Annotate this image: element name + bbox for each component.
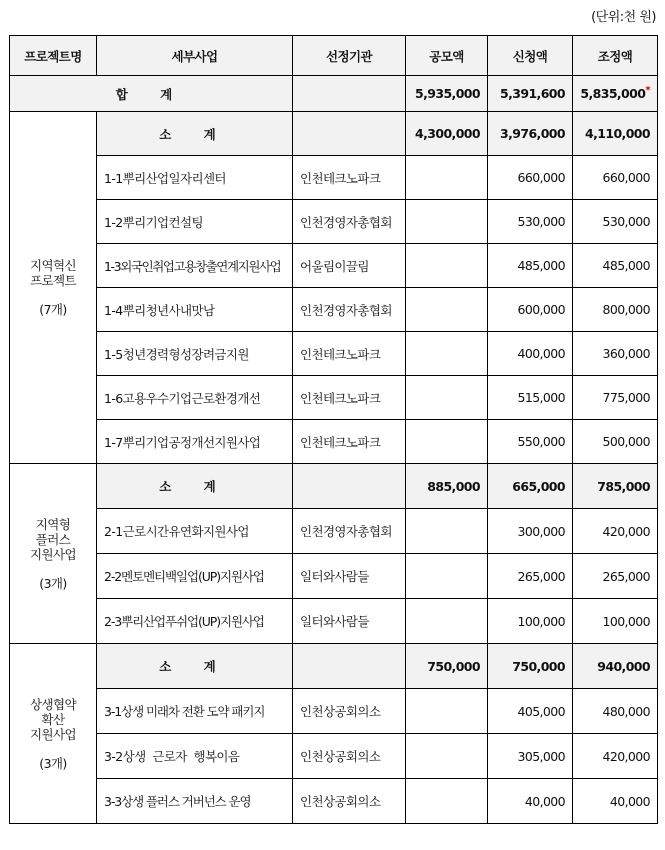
budget-table: [9, 35, 658, 824]
applied-amount: 265,000: [488, 554, 573, 599]
subtotal-row: [10, 644, 658, 689]
col-header-agency: 선정기관: [293, 36, 406, 76]
subproject-name: 1-7뿌리기업공정개선지원사업: [97, 420, 293, 464]
header-row: [10, 36, 658, 76]
adjusted-amount: 40,000: [573, 779, 658, 824]
agency-name: 인천테크노파크: [293, 156, 406, 200]
adjusted-marker: *: [645, 84, 650, 96]
total-adjusted-amount: 5,835,000*: [573, 76, 658, 112]
adjusted-amount: 265,000: [573, 554, 658, 599]
adjusted-amount: 660,000: [573, 156, 658, 200]
table-row: [10, 779, 658, 824]
subtotal-applied-amount: 665,000: [488, 464, 573, 509]
subtotal-row: [10, 464, 658, 509]
table-row: [10, 244, 658, 288]
subproject-name: 3-2상생 근로자 행복이음: [97, 734, 293, 779]
applied-amount: 660,000: [488, 156, 573, 200]
table-row: [10, 420, 658, 464]
applied-amount: 550,000: [488, 420, 573, 464]
adjusted-amount: 530,000: [573, 200, 658, 244]
subtotal-adjusted-amount: 785,000: [573, 464, 658, 509]
group-label: 지역혁신 프로젝트 (7개): [10, 112, 97, 464]
subtotal-public-amount: 750,000: [406, 644, 488, 689]
table-row: [10, 689, 658, 734]
applied-amount: 400,000: [488, 332, 573, 376]
applied-amount: 305,000: [488, 734, 573, 779]
applied-amount: 485,000: [488, 244, 573, 288]
subtotal-public-amount: 885,000: [406, 464, 488, 509]
subproject-name: 1-4뿌리청년사내맛남: [97, 288, 293, 332]
subtotal-row: [10, 112, 658, 156]
group-count: (3개): [39, 755, 67, 771]
table-row: [10, 332, 658, 376]
adjusted-amount: 420,000: [573, 734, 658, 779]
subproject-name: 2-2멘토멘티백일업(UP)지원사업: [97, 554, 293, 599]
subtotal-adjusted-amount: 940,000: [573, 644, 658, 689]
subproject-name: 1-1뿌리산업일자리센터: [97, 156, 293, 200]
agency-name: 인천테크노파크: [293, 420, 406, 464]
total-label: 합 계: [115, 86, 187, 102]
table-row: [10, 599, 658, 644]
subproject-name: 1-6고용우수기업근로환경개선: [97, 376, 293, 420]
subproject-name: 2-3뿌리산업푸쉬업(UP)지원사업: [97, 599, 293, 644]
col-header-applied-amount: 신청액: [488, 36, 573, 76]
subtotal-applied-amount: 750,000: [488, 644, 573, 689]
table-row: [10, 200, 658, 244]
subtotal-public-amount: 4,300,000: [406, 112, 488, 156]
subtotal-adjusted-amount: 4,110,000: [573, 112, 658, 156]
subproject-name: 3-1상생 미래차 전환 도약 패키지: [97, 689, 293, 734]
agency-name: 일터와사람들: [293, 599, 406, 644]
adjusted-amount: 100,000: [573, 599, 658, 644]
col-header-adjusted-amount: 조정액: [573, 36, 658, 76]
subproject-name: 1-2뿌리기업컨설팅: [97, 200, 293, 244]
applied-amount: 300,000: [488, 509, 573, 554]
subproject-name: 1-3외국인취업고용창출연계지원사업: [97, 244, 293, 288]
agency-name: 인천상공회의소: [293, 734, 406, 779]
subtotal-label: 소 계: [159, 126, 230, 142]
applied-amount: 405,000: [488, 689, 573, 734]
agency-name: 어울림이끌림: [293, 244, 406, 288]
subtotal-label: 소 계: [159, 659, 230, 674]
subproject-name: 2-1근로시간유연화지원사업: [97, 509, 293, 554]
agency-name: 인천경영자총협회: [293, 200, 406, 244]
table-row: [10, 156, 658, 200]
subtotal-applied-amount: 3,976,000: [488, 112, 573, 156]
agency-name: 인천상공회의소: [293, 779, 406, 824]
table-row: [10, 376, 658, 420]
adjusted-amount: 480,000: [573, 689, 658, 734]
subproject-name: 3-3상생 플러스 거버넌스 운영: [97, 779, 293, 824]
applied-amount: 40,000: [488, 779, 573, 824]
total-applied-amount: 5,391,600: [488, 76, 573, 112]
group-label: 지역형 플러스 지원사업 (3개): [10, 464, 97, 644]
table-row: [10, 554, 658, 599]
subproject-name: 1-5청년경력형성장려금지원: [97, 332, 293, 376]
adjusted-amount: 360,000: [573, 332, 658, 376]
unit-label: (단위:천 원): [591, 10, 656, 25]
total-agency-empty: [293, 76, 406, 112]
table-row: [10, 509, 658, 554]
agency-name: 인천테크노파크: [293, 376, 406, 420]
applied-amount: 600,000: [488, 288, 573, 332]
col-header-project: 프로젝트명: [10, 36, 97, 76]
agency-name: 인천경영자총협회: [293, 509, 406, 554]
group-label: 상생협약 확산 지원사업 (3개): [10, 644, 97, 824]
agency-name: 인천경영자총협회: [293, 288, 406, 332]
group-count: (7개): [39, 302, 67, 317]
col-header-subproject: 세부사업: [97, 36, 293, 76]
table-row: [10, 734, 658, 779]
total-row: [10, 76, 658, 112]
adjusted-amount: 500,000: [573, 420, 658, 464]
adjusted-amount: 800,000: [573, 288, 658, 332]
col-header-public-amount: 공모액: [406, 36, 488, 76]
applied-amount: 530,000: [488, 200, 573, 244]
applied-amount: 515,000: [488, 376, 573, 420]
table-row: [10, 288, 658, 332]
subtotal-label: 소 계: [159, 479, 230, 494]
applied-amount: 100,000: [488, 599, 573, 644]
total-public-amount: 5,935,000: [406, 76, 488, 112]
agency-name: 일터와사람들: [293, 554, 406, 599]
agency-name: 인천테크노파크: [293, 332, 406, 376]
adjusted-amount: 775,000: [573, 376, 658, 420]
agency-name: 인천상공회의소: [293, 689, 406, 734]
adjusted-amount: 485,000: [573, 244, 658, 288]
group-count: (3개): [39, 575, 67, 591]
adjusted-amount: 420,000: [573, 509, 658, 554]
